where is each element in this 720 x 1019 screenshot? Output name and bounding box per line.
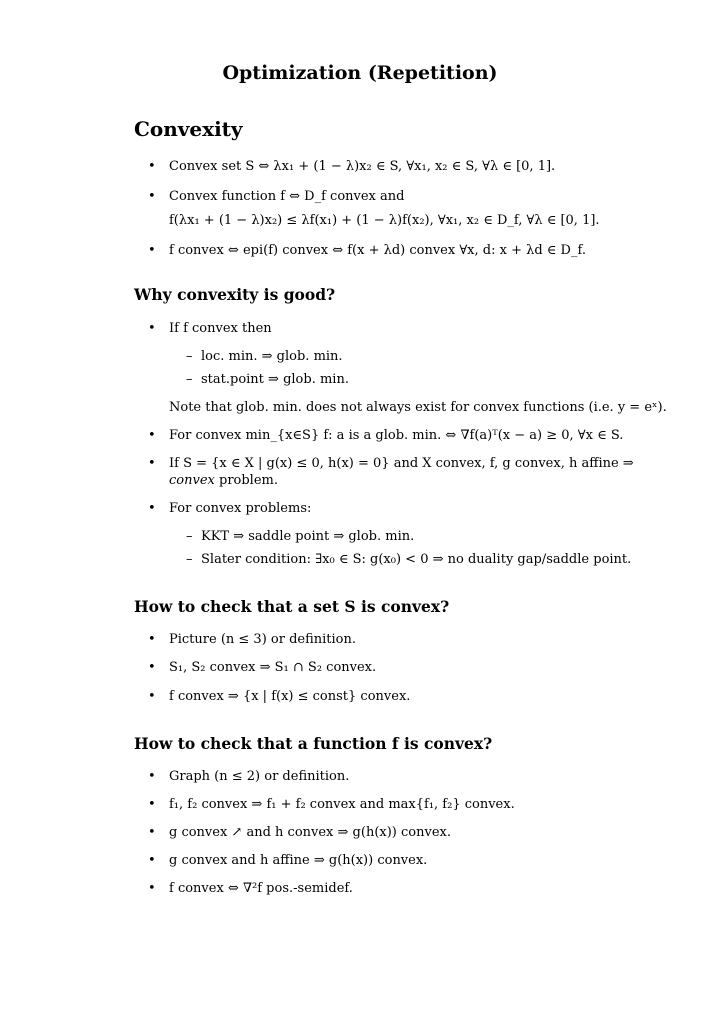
sub-item: – KKT ⇒ saddle point ⇒ glob. min. — [186, 529, 415, 544]
sub-item-text: loc. min. ⇒ glob. min. — [201, 349, 343, 364]
bullet-text: f convex ⇔ epi(f) convex ⇔ f(x + λd) convex ∀x, d: x + λd ∈ D_f. — [169, 243, 586, 258]
bullet-text: Convex set S ⇔ λx₁ + (1 − λ)x₂ ∈ S, ∀x₁, x₂ ∈ S, ∀λ ∈ [0, 1]. — [169, 159, 556, 174]
bullet-item: • f₁, f₂ convex ⇒ f₁ + f₂ convex and max{f₁, f₂} convex. — [148, 797, 515, 812]
bullet-text: Picture (n ≤ 3) or definition. — [169, 632, 357, 647]
sub-item-text: Slater condition: ∃x₀ ∈ S: g(x₀) < 0 ⇒ no duality gap/saddle point. — [201, 552, 632, 567]
bullet-text: S₁, S₂ convex ⇒ S₁ ∩ S₂ convex. — [169, 660, 377, 675]
bullet-text: f₁, f₂ convex ⇒ f₁ + f₂ convex and max{f₁, f₂} convex. — [169, 797, 515, 812]
bullet-item: • If f convex then — [148, 321, 272, 336]
document-title: Optimization (Repetition) — [222, 62, 498, 84]
bullet-item: • Convex function f ⇔ D_f convex and — [148, 189, 405, 204]
note-line: Note that glob. min. does not always exist for convex functions (i.e. y = eˣ). — [169, 400, 667, 415]
emphasis-text: convex — [169, 473, 215, 488]
bullet-text: f convex ⇔ ∇²f pos.-semidef. — [169, 881, 353, 896]
bullet-item: • f convex ⇒ {x | f(x) ≤ const} convex. — [148, 689, 411, 704]
sub-item: – loc. min. ⇒ glob. min. — [186, 349, 343, 364]
bullet-item: • Picture (n ≤ 3) or definition. — [148, 632, 357, 647]
bullet-item: • For convex min_{x∈S} f: a is a glob. min. ⇔ ∇f(a)ᵀ(x − a) ≥ 0, ∀x ∈ S. — [148, 428, 624, 443]
sub-item-text: stat.point ⇒ glob. min. — [201, 372, 349, 387]
bullet-item: • Convex set S ⇔ λx₁ + (1 − λ)x₂ ∈ S, ∀x₁, x₂ ∈ S, ∀λ ∈ [0, 1]. — [148, 159, 556, 174]
bullet-item: • g convex ↗ and h convex ⇒ g(h(x)) convex. — [148, 825, 451, 840]
section-heading-convexity: Convexity — [134, 117, 243, 141]
bullet-item: • For convex problems: — [148, 501, 312, 516]
bullet-text: g convex ↗ and h convex ⇒ g(h(x)) convex. — [169, 825, 451, 840]
bullet-text: g convex and h affine ⇒ g(h(x)) convex. — [169, 853, 428, 868]
bullet-item: • g convex and h affine ⇒ g(h(x)) convex. — [148, 853, 428, 868]
bullet-text: If f convex then — [169, 321, 272, 336]
section-heading-set-convex: How to check that a set S is convex? — [134, 597, 450, 616]
sub-item: – stat.point ⇒ glob. min. — [186, 372, 349, 387]
bullet-item: • Graph (n ≤ 2) or definition. — [148, 769, 350, 784]
bullet-item: • f convex ⇔ ∇²f pos.-semidef. — [148, 881, 353, 896]
sub-item-text: KKT ⇒ saddle point ⇒ glob. min. — [201, 529, 415, 544]
continuation-line: f(λx₁ + (1 − λ)x₂) ≤ λf(x₁) + (1 − λ)f(x₂), ∀x₁, x₂ ∈ D_f, ∀λ ∈ [0, 1]. — [169, 213, 600, 228]
section-heading-why-convexity: Why convexity is good? — [134, 285, 336, 304]
bullet-text: For convex min_{x∈S} f: a is a glob. min. ⇔ ∇f(a)ᵀ(x − a) ≥ 0, ∀x ∈ S. — [169, 428, 624, 443]
continuation-text: problem. — [219, 473, 278, 488]
sub-item: – Slater condition: ∃x₀ ∈ S: g(x₀) < 0 ⇒ no duality gap/saddle point. — [186, 552, 632, 567]
bullet-text: For convex problems: — [169, 501, 312, 516]
bullet-text: f convex ⇒ {x | f(x) ≤ const} convex. — [169, 689, 411, 704]
bullet-item: • S₁, S₂ convex ⇒ S₁ ∩ S₂ convex. — [148, 660, 377, 675]
bullet-item: • f convex ⇔ epi(f) convex ⇔ f(x + λd) convex ∀x, d: x + λd ∈ D_f. — [148, 243, 586, 258]
bullet-text: If S = {x ∈ X | g(x) ≤ 0, h(x) = 0} and X convex, f, g convex, h affine ⇒ — [169, 456, 634, 471]
continuation-line — [169, 472, 278, 490]
bullet-item: • If S = {x ∈ X | g(x) ≤ 0, h(x) = 0} and X convex, f, g convex, h affine ⇒ — [148, 456, 634, 471]
bullet-text: Graph (n ≤ 2) or definition. — [169, 769, 350, 784]
section-heading-function-convex: How to check that a function f is convex? — [134, 734, 493, 753]
bullet-text: Convex function f ⇔ D_f convex and — [169, 189, 405, 204]
